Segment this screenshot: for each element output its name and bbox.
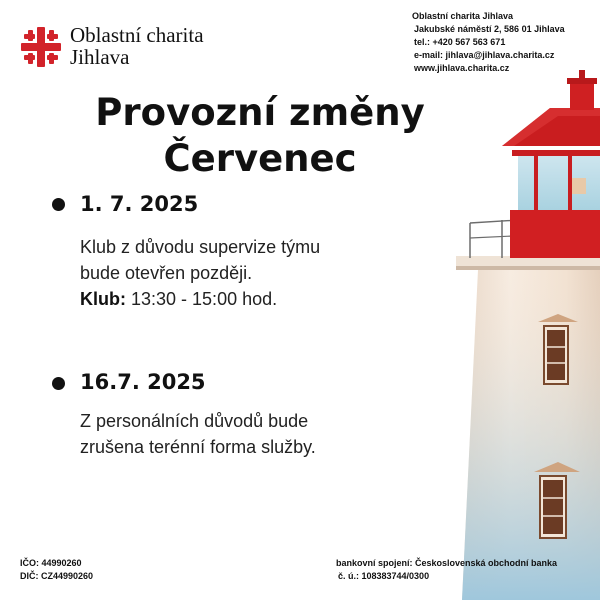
organization-name-line1: Oblastní charita <box>70 23 204 47</box>
entry-description <box>80 234 320 312</box>
hours-value: 13:30 - 15:00 hod. <box>131 289 278 309</box>
entry-line: Z personálních důvodů bude <box>80 411 309 431</box>
title-line1: Provozní změny <box>95 91 425 134</box>
contact-web: www.jihlava.charita.cz <box>414 63 510 73</box>
hours-label: Klub: <box>80 289 126 309</box>
organization-name-line2: Jihlava <box>70 45 130 69</box>
footer-ico: IČO: 44990260 <box>20 558 82 568</box>
contact-name: Oblastní charita Jihlava <box>412 11 514 21</box>
charita-cross-logo-icon <box>20 26 62 68</box>
entry-date: 1. 7. 2025 <box>80 192 199 216</box>
contact-block <box>412 10 565 75</box>
contact-phone: tel.: +420 567 563 671 <box>414 37 506 47</box>
contact-email: e-mail: jihlava@jihlava.charita.cz <box>414 50 555 60</box>
footer-ids <box>20 557 93 583</box>
entry-line: Klub z důvodu supervize týmu <box>80 237 321 257</box>
entry-date: 16.7. 2025 <box>80 370 206 394</box>
entry-line: zrušena terénní forma služby. <box>80 437 316 457</box>
footer-account: č. ú.: 108383744/0300 <box>338 571 430 581</box>
footer-dic: DIČ: CZ44990260 <box>20 571 94 581</box>
contact-address: Jakubské náměstí 2, 586 01 Jihlava <box>414 24 565 34</box>
footer-bank-name: bankovní spojení: Československá obchodní banka <box>336 558 558 568</box>
footer-bank <box>336 557 557 583</box>
bullet-icon <box>52 377 65 390</box>
entry-hours <box>80 286 320 312</box>
lighthouse-image <box>440 60 600 600</box>
organization-name <box>70 24 204 68</box>
entry-line: bude otevřen později. <box>80 263 253 283</box>
page-title <box>60 90 460 182</box>
entry-description <box>80 408 316 460</box>
bullet-icon <box>52 198 65 211</box>
title-line2: Červenec <box>163 137 357 180</box>
